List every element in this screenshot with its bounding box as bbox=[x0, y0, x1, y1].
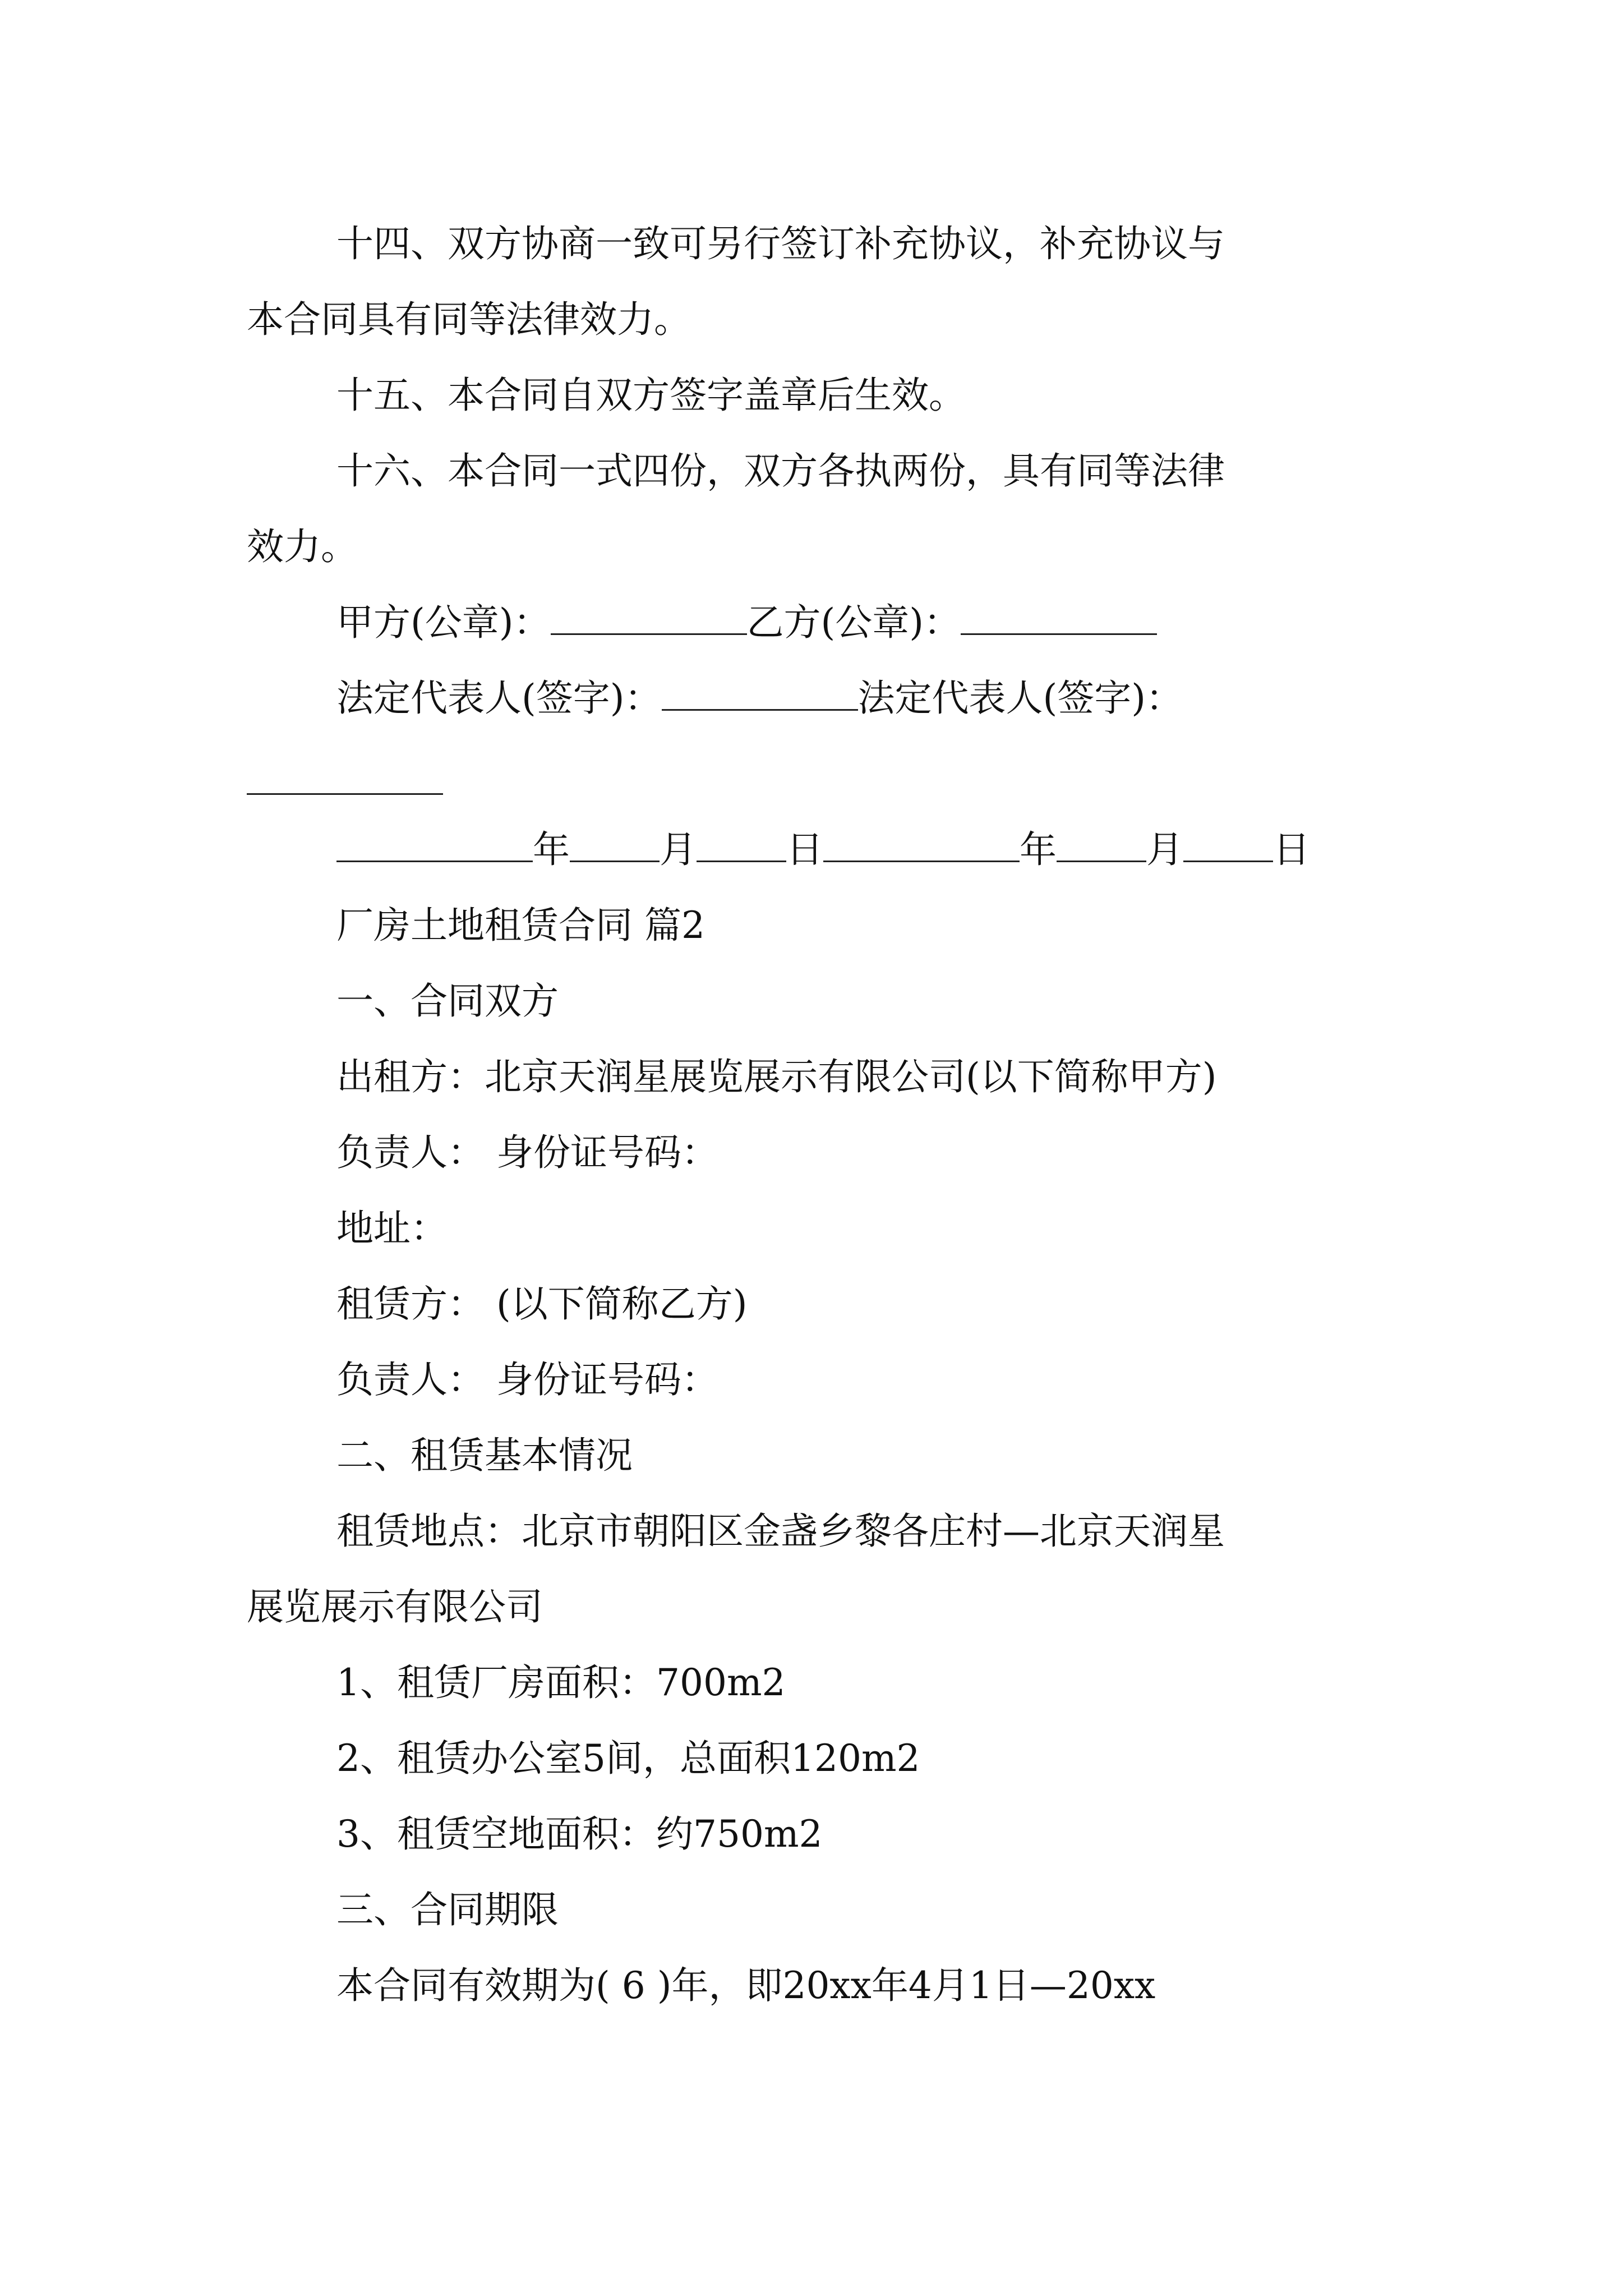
day-a-label: 日 bbox=[786, 828, 823, 871]
year-b-blank bbox=[823, 829, 1020, 862]
party-b-seal-blank bbox=[961, 602, 1157, 635]
month-b-blank bbox=[1057, 829, 1146, 862]
section-1-heading: 一、合同双方 bbox=[336, 979, 559, 1023]
day-b-label: 日 bbox=[1273, 828, 1310, 871]
contract-title-2: 厂房土地租赁合同 篇2 bbox=[336, 904, 705, 947]
location-line-1: 租赁地点：北京市朝阳区金盏乡黎各庄村—北京天润星 bbox=[336, 1510, 1225, 1553]
term-line: 本合同有效期为( 6 )年，即20xx年4月1日—20xx bbox=[336, 1964, 1156, 2007]
seal-signature-line bbox=[336, 600, 1157, 645]
day-a-blank bbox=[697, 829, 786, 862]
legal-rep-a-blank bbox=[662, 678, 858, 711]
lessee-line: 租赁方： (以下简称乙方) bbox=[336, 1282, 748, 1326]
lessor-line: 出租方：北京天润星展览展示有限公司(以下简称甲方) bbox=[336, 1055, 1217, 1098]
legal-rep-line bbox=[336, 676, 1183, 721]
legal-rep-b-blank bbox=[247, 793, 443, 795]
clause-16-line-2: 效力。 bbox=[247, 525, 358, 568]
party-b-seal-label: 乙方(公章)： bbox=[746, 601, 961, 644]
month-b-label: 月 bbox=[1146, 828, 1183, 871]
day-b-blank bbox=[1183, 829, 1273, 862]
section-3-heading: 三、合同期限 bbox=[336, 1888, 559, 1931]
year-a-label: 年 bbox=[533, 828, 570, 871]
date-line bbox=[336, 827, 1310, 872]
lessor-principal-line: 负责人： 身份证号码： bbox=[336, 1131, 718, 1174]
clause-14-line-2: 本合同具有同等法律效力。 bbox=[247, 298, 691, 341]
section-2-heading: 二、租赁基本情况 bbox=[336, 1434, 633, 1477]
item-3: 3、租赁空地面积：约750m2 bbox=[336, 1812, 823, 1856]
clause-14-line-1: 十四、双方协商一致可另行签订补充协议，补充协议与 bbox=[336, 222, 1225, 265]
legal-rep-a-label: 法定代表人(签字)： bbox=[336, 677, 662, 720]
year-a-blank bbox=[336, 829, 533, 862]
location-line-2: 展览展示有限公司 bbox=[247, 1585, 543, 1628]
item-1: 1、租赁厂房面积：700m2 bbox=[336, 1661, 786, 1704]
item-2: 2、租赁办公室5间，总面积120m2 bbox=[336, 1737, 920, 1780]
party-a-seal-label: 甲方(公章)： bbox=[336, 601, 551, 644]
month-a-blank bbox=[570, 829, 660, 862]
party-a-seal-blank bbox=[551, 602, 747, 635]
lessee-principal-line: 负责人： 身份证号码： bbox=[336, 1358, 718, 1401]
legal-rep-b-label: 法定代表人(签字)： bbox=[857, 677, 1183, 720]
month-a-label: 月 bbox=[660, 828, 697, 871]
year-b-label: 年 bbox=[1020, 828, 1057, 871]
address-line: 地址： bbox=[336, 1207, 448, 1250]
clause-15: 十五、本合同自双方签字盖章后生效。 bbox=[336, 374, 966, 417]
clause-16-line-1: 十六、本合同一式四份，双方各执两份，具有同等法律 bbox=[336, 449, 1225, 493]
